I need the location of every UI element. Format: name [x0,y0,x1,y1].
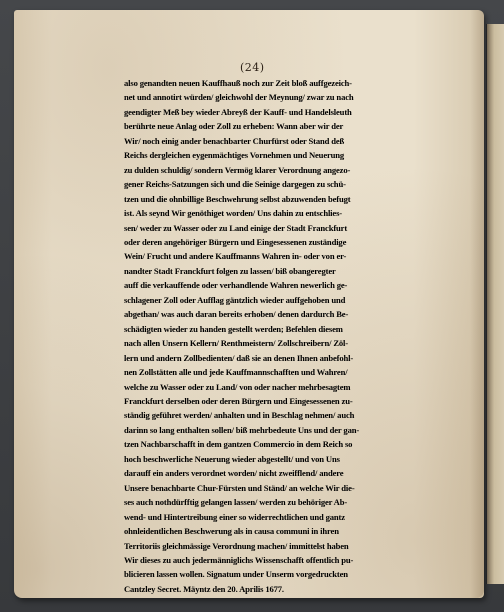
text-line: sen/ weder zu Wasser oder zu Land einige der Stadt Franckfurt [124,222,348,233]
text-line: lern und andern Zollbedienten/ daß sie an denen Ihnen anbefohl- [124,352,354,363]
text-line: darauff ein anders verordnet worden/ nicht zweifflend/ andere [124,468,344,479]
text-line: darinn so lang enthalten sollen/ biß mehrbedeute Uns und der gan- [124,424,360,435]
document-body [124,76,446,596]
text-line: wend- und Hintertreibung einer so widerrechtlichen und gantz [124,511,345,522]
text-line: Cantzley Secret. Mäyntz den 20. Aprilis 1677. [124,583,284,594]
text-line: schädigten wieder zu handen gestellt werden; Befehlen diesem [124,323,343,334]
text-line: Territoriis gleichmässige Verordnung machen/ immittelst haben [124,540,349,551]
text-line: Unsere benachbarte Chur-Fürsten und Ständ/ an welche Wir die- [124,482,355,493]
text-line: ständig geführet werden/ anhalten und in Beschlag nehmen/ auch [124,410,355,421]
text-line: ses auch nothdürfftig gelangen lassen/ werden zu behöriger Ab- [124,497,348,508]
page-shadow-edge [470,10,484,598]
text-line: zu dulden schuldig/ sondern Vermög klarer Verordnung angezo- [124,164,351,175]
text-line: Reichs dergleichen eygenmächtiges Vornehmen und Neuerung [124,150,345,161]
text-line: oder deren angehöriger Bürgern und Eingesessenen zuständige [124,236,347,247]
text-line: auff die verkauffende oder verhandlende Wahren newerlich ge- [124,280,348,291]
text-line: gener Reichs-Satzungen sich und die Seinige dargegen zu schü- [124,179,346,190]
text-line: geendigter Meß bey wieder Abreyß der Kauff- und Handelsleuth [124,106,352,117]
text-line: hoch beschwerliche Neuerung wieder abgestellt/ und von Uns [124,453,340,464]
text-line: Wir/ noch einig ander benachbarter Churfürst oder Stand deß [124,135,345,146]
text-line: nandter Stadt Franckfurt folgen zu lassen/ biß obangeregter [124,265,336,276]
text-line: ohnleidentlichen Beschwerung als in causa communi in ihren [124,526,339,537]
text-line: blicieren lassen wollen. Signatum under Unserm vorgedruckten [124,569,348,580]
text-line: Franckfurt derselben oder deren Bürgern und Eingesessenen zu- [124,395,353,406]
text-line: Wein/ Frucht und andere Kauffmanns Wahren in- oder von er- [124,251,347,262]
text-line: nach allen Unsern Kellern/ Renthmeistern/ Zollschreibern/ Zöl- [124,338,348,349]
text-line: schlagener Zoll oder Aufflag gäntzlich wieder auffgehoben und [124,294,346,305]
page-number: (24) [240,61,265,74]
text-line: nen Zollstätten alle und jede Kauffmannschafften und Wahren/ [124,367,348,378]
text-line: tzen Nachbarschafft in dem gantzen Commercio in dem Reich so [124,439,353,450]
text-line: also genandten neuen Kauffhauß noch zur Zeit bloß auffgezeich- [124,78,352,88]
text-line: Wir dieses zu auch jedermänniglichs Wissenschafft offentlich pu- [124,554,354,565]
text-line: ist. Als seynd Wir genöthiget worden/ Uns dahin zu entschlies- [124,208,342,219]
text-line: net und annotirt würden/ gleichwohl der Meynung/ zwar zu nach [124,92,354,103]
text-line: berührte neue Anlag oder Zoll zu erheben: Wann aber wir der [124,121,344,132]
text-line: abgethan/ was auch daran bereits erhoben/ denen dardurch Be- [124,309,349,320]
text-line: tzen und die ohnbillige Beschwehrung selbst abzuwenden befugt [124,193,351,204]
next-page-edge [486,24,504,584]
text-line: welche zu Wasser oder zu Land/ von oder nacher mehrbesagtem [124,381,351,392]
